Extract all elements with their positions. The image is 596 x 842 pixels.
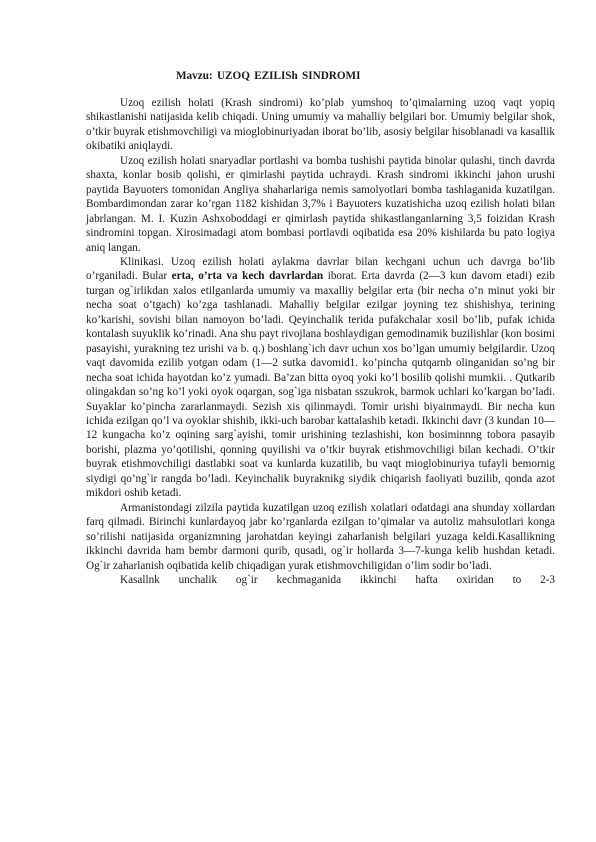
document-title: Mavzu: UZOQ EZILISh SINDROMI bbox=[176, 70, 361, 82]
paragraph-clinical-start: Klinikasi. Uzoq ezilish holati aylakma davrlar bilan kechgani uchun uch davrga bo’lib o’rganiladi. Bular bbox=[86, 255, 555, 283]
paragraph-intro: Uzoq ezilish holati (Krash sindromi) ko’plab yumshoq to’qimalarning uzoq vaqt yopiq shikastlanishi natijasida kelib chiqadi. Uning umumiy va mahalliy belgilari bor. Umumiy belgilar shok, o’tkir buyrak etishmovchiligi va mioglobinuriyadan iborat bo’lib, asosiy belgilar hisoblanadi va kasallik okibatiki aniqlaydi. bbox=[86, 97, 555, 153]
paragraph-occurrence: Uzoq ezilish holati snaryadlar portlashi va bomba tushishi paytida binolar qulashi, tinch davrda shaxta, konlar bosib qolishi, er qimirlashi paytida uchraydi. Krash sindromi ikkinchi jahon urushi paytida Bayuoters tomonidan Angliya shaharlariga nemis samolyotlari bomba tashlaganida kuzatilgan. Bombardimondan zarar ko’rgan 1182 kishidan 3,7% i Bayuoters kuzatishicha uzoq ezilish holati bilan jabrlangan. M. I. Kuzin Ashxoboddagi er qimirlash paytida shikastlanganlarning 3,5 foizidan Krash sindromini topgan. Xirosimadagi atom bombasi portlavdi oqibatida esa 20% kishilarda bu pato logiya aniq langan. bbox=[86, 154, 555, 254]
paragraph-continuation: Kasallnk unchalik og`ir kechmaganida ikkinchi hafta oxiridan to 2-3 bbox=[120, 573, 555, 586]
paragraph-clinical-emphasis: erta, o’rta va kech davrlardan bbox=[171, 270, 324, 283]
document-body bbox=[86, 96, 555, 587]
paragraph-armenia: Armanistondagi zilzila paytida kuzatilgan uzoq ezilish xolatlari odatdagi ana shunday xollardan farq qilmadi. Birinchi kunlardayoq jabr ko’rganlarda ezilgan to’qimalar va autoliz mahsulotlari konga so’rilishi natijasida organizmning jarohatdan keyingi zaharlanish belgilari yuzaga keldi.Kasallikning ikkinchi davrida ham bembr darmoni qurib, qusadi, og`ir hollarda 3—7-kunga kelib hushdan ketadi. Og`ir zaharlanish oqibatida kelib chiqadigan yurak etishmovchiligidan o’lim sodir bo’ladi. bbox=[86, 501, 555, 572]
paragraph-clinical bbox=[86, 255, 555, 501]
paragraph-clinical-rest: iborat. Erta davrda (2—3 kun davom etadi) ezib turgan og`irlikdan xalos etilganlarda umumiy va maxalliy belgilar erta (bir necha o’n minut yoki bir necha soat o’tgach) ko’zga tashlanadi. Mahalliy belgilar ezilgar joyning tez shishishya, terining ko’karishi, sovishi bilan namoyon bo’ladi. Qeyinchalik terida pufakchalar xosil bo’lib, pufak ichida kontalash suyuklik ko’rinadi. Ana shu payt rivojlana boshlaydigan gemodinamik buzilishlar (kon bosimi pasayishi, yurakning tez urishi va b. q.) boshlang`ich davr uchun xos bo’lgan umumiy belgilardir. Uzoq vaqt davomida ezilib yotgan odam (1—2 sutka davomid1. ko’pincha qutqarnb olinganidan so’ng bir necha soat ichida hayotdan ko’z yumadi. Ba’zan bitta oyoq yoki ko’l bosilib qolishi mumkii. . Qutkarib olingakdan so’ng ko’l yoki oyok oqargan, sog`iga nisbatan sszukrok, barmok uchlari ko’kargan bo’ladi. Suyaklar ko’pincha zararlanmaydi. Sezish xis qilinmaydi. Tomir urishi biyainmaydi. Bir necha kun ichida ezilgan qo’l va oyoklar shishib, ikki-uch barobar kattalashib ketadi. Ikkinchi davr (3 kundan 10—12 kungacha ko’z oqining sarg`ayishi, tomir urishining tezlashishi, kon bosiminnng tobora pasayib borishi, plazma yo’qotilishi, qonning quyilishi va o’tkir buyrak etishmovchiligi bilan kechadi. O’tkir buyrak etishmovchiligi dastlabki soat va kunlarda kuzatilib, bu vaqt mioglobinuriya tufayli bemornig siydigi qo’ng`ir rangda bo’ladi. Keyinchalik buyraknikg siydik chiqarish faoliyati buzilib, qonda azot mikdori oshib ketadi. bbox=[86, 270, 555, 500]
